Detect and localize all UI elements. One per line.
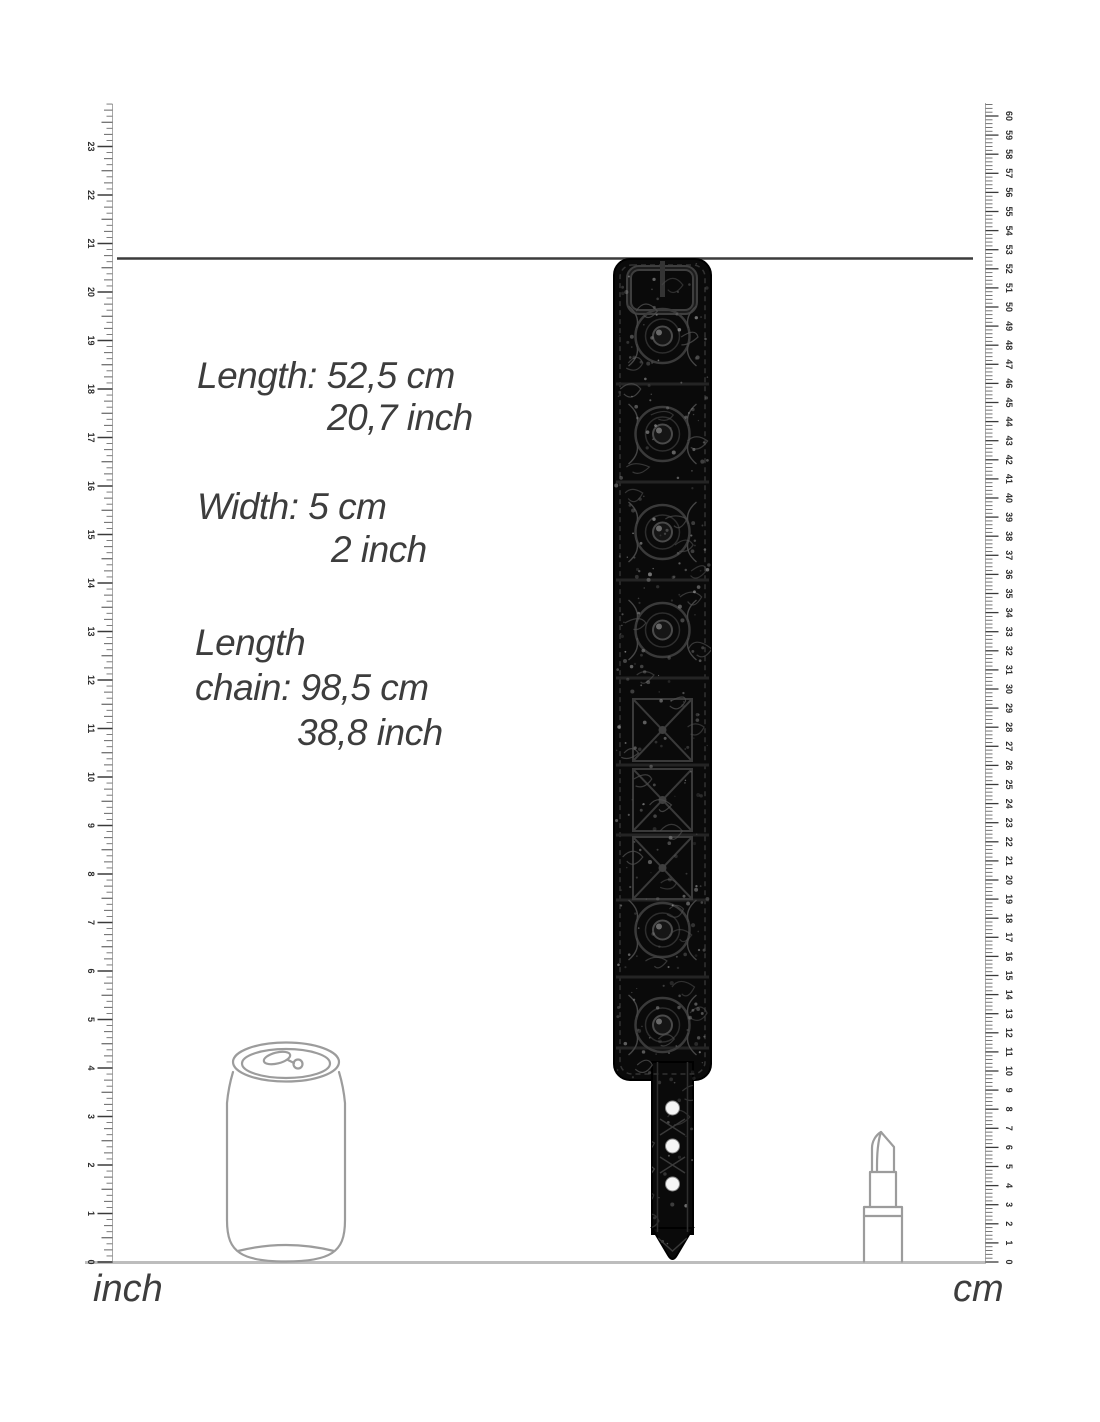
svg-text:51: 51 (1004, 282, 1014, 293)
svg-text:2: 2 (86, 1162, 96, 1168)
svg-text:4: 4 (86, 1065, 96, 1071)
cm-unit-label: cm (953, 1268, 1004, 1310)
svg-text:16: 16 (86, 480, 96, 492)
svg-text:23: 23 (1004, 817, 1014, 828)
width-inch-text: 2 inch (331, 529, 427, 570)
svg-text:26: 26 (1004, 760, 1014, 771)
svg-text:39: 39 (1004, 512, 1014, 523)
length-cm-text: Length: 52,5 cm (197, 355, 455, 396)
svg-text:20: 20 (86, 286, 96, 298)
can-bottom-rim (238, 1245, 334, 1251)
svg-text:48: 48 (1004, 340, 1014, 351)
svg-text:7: 7 (86, 919, 96, 926)
svg-text:9: 9 (1004, 1087, 1014, 1093)
svg-text:33: 33 (1004, 626, 1014, 637)
chain-line1-text: Length (195, 622, 306, 663)
inch-ruler (86, 104, 113, 1265)
svg-text:5: 5 (86, 1016, 96, 1023)
svg-text:44: 44 (1004, 416, 1014, 427)
svg-text:45: 45 (1004, 397, 1014, 408)
svg-text:1: 1 (1004, 1240, 1014, 1246)
svg-text:11: 11 (1004, 1047, 1014, 1057)
svg-text:21: 21 (86, 238, 96, 249)
svg-text:17: 17 (86, 432, 96, 443)
svg-text:9: 9 (86, 822, 96, 829)
svg-text:59: 59 (1004, 130, 1014, 141)
chain-inch-text: 38,8 inch (297, 712, 443, 753)
svg-text:30: 30 (1004, 683, 1014, 695)
svg-text:16: 16 (1004, 951, 1014, 962)
svg-text:55: 55 (1004, 206, 1014, 217)
chain-line2-text: chain: 98,5 cm (195, 667, 429, 708)
lipstick-bullet (872, 1132, 894, 1172)
svg-text:58: 58 (1004, 149, 1014, 160)
svg-text:49: 49 (1004, 321, 1014, 332)
lipstick-collar (870, 1172, 896, 1207)
svg-text:10: 10 (86, 771, 96, 783)
svg-text:10: 10 (1004, 1065, 1014, 1077)
svg-text:29: 29 (1004, 703, 1014, 714)
svg-text:6: 6 (1004, 1144, 1014, 1150)
lipstick-bullet-cut (877, 1132, 881, 1172)
svg-text:41: 41 (1004, 473, 1014, 484)
svg-text:28: 28 (1004, 722, 1014, 733)
svg-text:19: 19 (1004, 894, 1014, 905)
svg-text:14: 14 (86, 577, 96, 589)
svg-text:6: 6 (86, 968, 96, 974)
can-lid (242, 1049, 330, 1078)
collar-strap-product (614, 259, 712, 1259)
can-pull-tab-link (288, 1060, 294, 1063)
svg-text:52: 52 (1004, 263, 1014, 274)
svg-text:2: 2 (1004, 1221, 1014, 1227)
svg-text:15: 15 (86, 529, 96, 540)
svg-text:15: 15 (1004, 970, 1014, 981)
svg-text:18: 18 (1004, 913, 1014, 924)
svg-text:57: 57 (1004, 168, 1014, 179)
svg-text:22: 22 (86, 189, 96, 201)
can-pull-tab-ring (294, 1060, 303, 1069)
svg-text:40: 40 (1004, 492, 1014, 504)
svg-text:32: 32 (1004, 645, 1014, 656)
svg-text:23: 23 (86, 141, 96, 152)
strap-silhouette (614, 259, 711, 1259)
svg-text:56: 56 (1004, 187, 1014, 198)
svg-text:25: 25 (1004, 779, 1014, 790)
svg-text:14: 14 (1004, 989, 1014, 1000)
inch-unit-label: inch (93, 1268, 163, 1310)
svg-text:43: 43 (1004, 435, 1014, 446)
svg-text:21: 21 (1004, 855, 1014, 866)
svg-text:8: 8 (86, 871, 96, 877)
svg-text:3: 3 (86, 1113, 96, 1120)
svg-text:18: 18 (86, 383, 96, 395)
svg-text:31: 31 (1004, 664, 1014, 675)
svg-text:47: 47 (1004, 359, 1014, 370)
svg-text:19: 19 (86, 335, 96, 346)
svg-text:27: 27 (1004, 741, 1014, 752)
svg-text:50: 50 (1004, 301, 1014, 313)
svg-text:8: 8 (1004, 1106, 1014, 1112)
svg-text:13: 13 (86, 626, 96, 637)
svg-text:53: 53 (1004, 244, 1014, 255)
length-inch-text: 20,7 inch (327, 397, 473, 438)
svg-text:7: 7 (1004, 1125, 1014, 1131)
width-cm-text: Width: 5 cm (197, 486, 387, 527)
svg-text:17: 17 (1004, 932, 1014, 943)
svg-text:38: 38 (1004, 531, 1014, 542)
svg-text:13: 13 (1004, 1008, 1014, 1019)
svg-text:42: 42 (1004, 454, 1014, 465)
svg-text:3: 3 (1004, 1202, 1014, 1208)
svg-text:4: 4 (1004, 1183, 1014, 1189)
soda-can-illustration (227, 1043, 345, 1262)
svg-text:60: 60 (1004, 110, 1014, 122)
svg-text:1: 1 (86, 1210, 96, 1217)
svg-text:46: 46 (1004, 378, 1014, 389)
svg-text:34: 34 (1004, 607, 1014, 618)
can-body (227, 1072, 345, 1262)
svg-text:12: 12 (1004, 1027, 1014, 1038)
lipstick-illustration (864, 1132, 902, 1262)
svg-text:22: 22 (1004, 836, 1014, 847)
svg-text:37: 37 (1004, 550, 1014, 561)
can-pull-tab (263, 1049, 292, 1066)
svg-text:24: 24 (1004, 798, 1014, 809)
svg-text:35: 35 (1004, 588, 1014, 599)
cm-ruler (986, 103, 1015, 1265)
svg-text:54: 54 (1004, 225, 1014, 236)
svg-text:5: 5 (1004, 1163, 1014, 1170)
svg-text:0: 0 (1004, 1259, 1014, 1265)
svg-text:20: 20 (1004, 874, 1014, 886)
svg-text:12: 12 (86, 674, 96, 686)
svg-text:0: 0 (86, 1259, 96, 1265)
svg-text:36: 36 (1004, 569, 1014, 580)
svg-text:11: 11 (86, 723, 96, 734)
